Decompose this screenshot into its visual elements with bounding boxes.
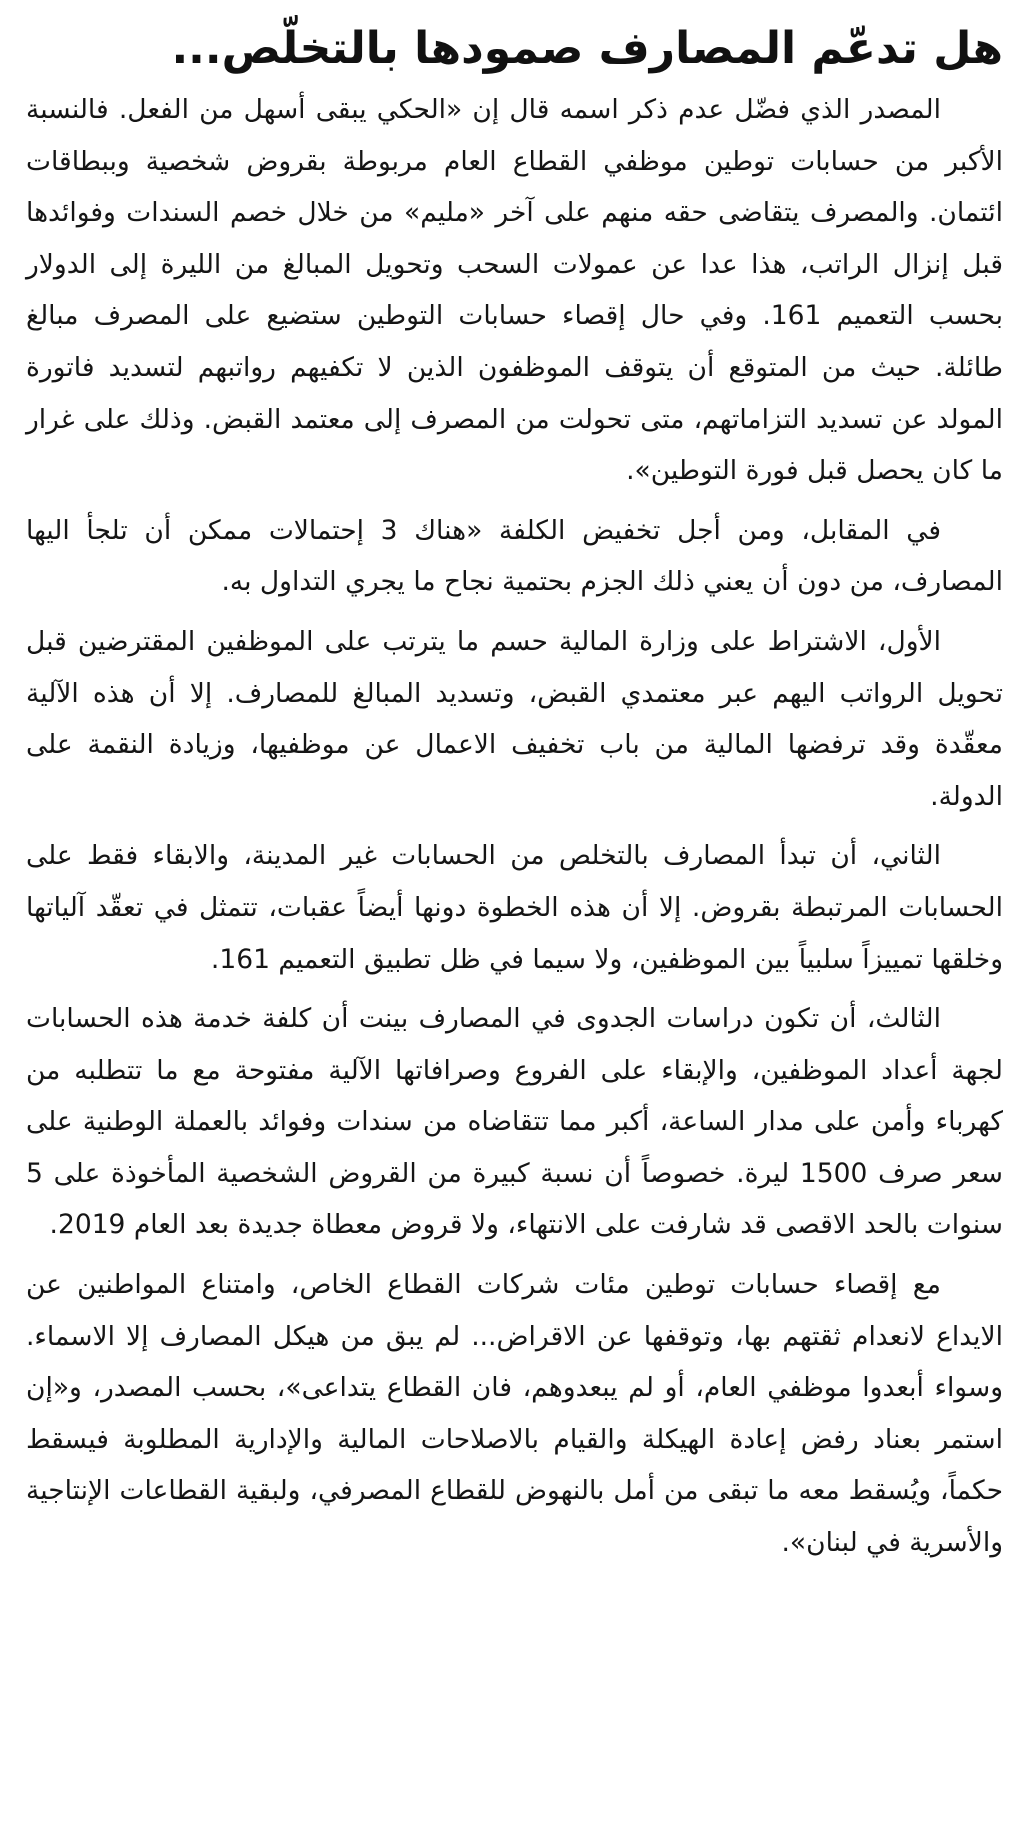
paragraph-3: الأول، الاشتراط على وزارة المالية حسم ما يترتب على الموظفين المقترضين قبل تحويل الرواتب اليهم عبر معتمدي القبض، وتسديد المبالغ للمصارف. إلا أن هذه الآلية معقّدة وقد ترفضها المالية من باب تخفيف الاعمال عن موظفيها، وزيادة النقمة على الدولة. xyxy=(26,625,1003,812)
article xyxy=(26,18,1003,1826)
paragraph-1: المصدر الذي فضّل عدم ذكر اسمه قال إن «الحكي يبقى أسهل من الفعل. فالنسبة الأكبر من حسابات توطين موظفي القطاع العام مربوطة بقروض شخصية وببطاقات ائتمان. والمصرف يتقاضى حقه منهم على آخر «مليم» من خلال خصم السندات وفوائدها قبل إنزال الراتب، هذا عدا عن عمولات السحب وتحويل المبالغ من الليرة إلى الدولار بحسب التعميم 161. وفي حال إقصاء حسابات التوطين ستضيع على المصرف مبالغ طائلة. حيث من المتوقع أن يتوقف الموظفون الذين لا تكفيهم رواتبهم لتسديد فاتورة المولد عن تسديد التزاماتهم، متى تحولت من المصرف إلى معتمد القبض. وذلك على غرار ما كان يحصل قبل فورة التوطين». xyxy=(26,94,1003,487)
paragraph-6: مع إقصاء حسابات توطين مئات شركات القطاع الخاص، وامتناع المواطنين عن الايداع لانعدام ثقتهم بها، وتوقفها عن الاقراض... لم يبق من هيكل المصارف إلا الاسماء. وسواء أبعدوا موظفي العام، أو لم يبعدوهم، فان القطاع يتداعى»، بحسب المصدر، و«إن استمر بعناد رفض إعادة الهيكلة والقيام بالاصلاحات المالية والإدارية المطلوبة فيسقط حكماً، ويُسقط معه ما تبقى من أمل بالنهوض للقطاع المصرفي، ولبقية القطاعات الإنتاجية والأسرية في لبنان». xyxy=(26,1269,1003,1559)
paragraph-5: الثالث، أن تكون دراسات الجدوى في المصارف بينت أن كلفة خدمة هذه الحسابات لجهة أعداد الموظفين، والإبقاء على الفروع وصرافاتها الآلية مفتوحة مع ما تتطلبه من كهرباء وأمن على مدار الساعة، أكبر مما تتقاضاه من سندات وفوائد بالعملة الوطنية على سعر صرف 1500 ليرة. خصوصاً أن نسبة كبيرة من القروض الشخصية المأخوذة على 5 سنوات بالحد الاقصى قد شارفت على الانتهاء، ولا قروض معطاة جديدة بعد العام 2019. xyxy=(26,1003,1003,1241)
article-headline: هل تدعّم المصارف صمودها بالتخلّص... xyxy=(171,23,1003,74)
paragraph-2: في المقابل، ومن أجل تخفيض الكلفة «هناك 3 إحتمالات ممكن أن تلجأ اليها المصارف، من دون أن يعني ذلك الجزم بحتمية نجاح ما يجري التداول به. xyxy=(26,514,1003,598)
article-body xyxy=(26,84,1003,1569)
paragraph-4: الثاني، أن تبدأ المصارف بالتخلص من الحسابات غير المدينة، والابقاء فقط على الحسابات المرتبطة بقروض. إلا أن هذه الخطوة دونها أيضاً عقبات، تتمثل في تعقّد آلياتها وخلقها تمييزاً سلبياً بين الموظفين، ولا سيما في ظل تطبيق التعميم 161. xyxy=(26,840,1003,975)
